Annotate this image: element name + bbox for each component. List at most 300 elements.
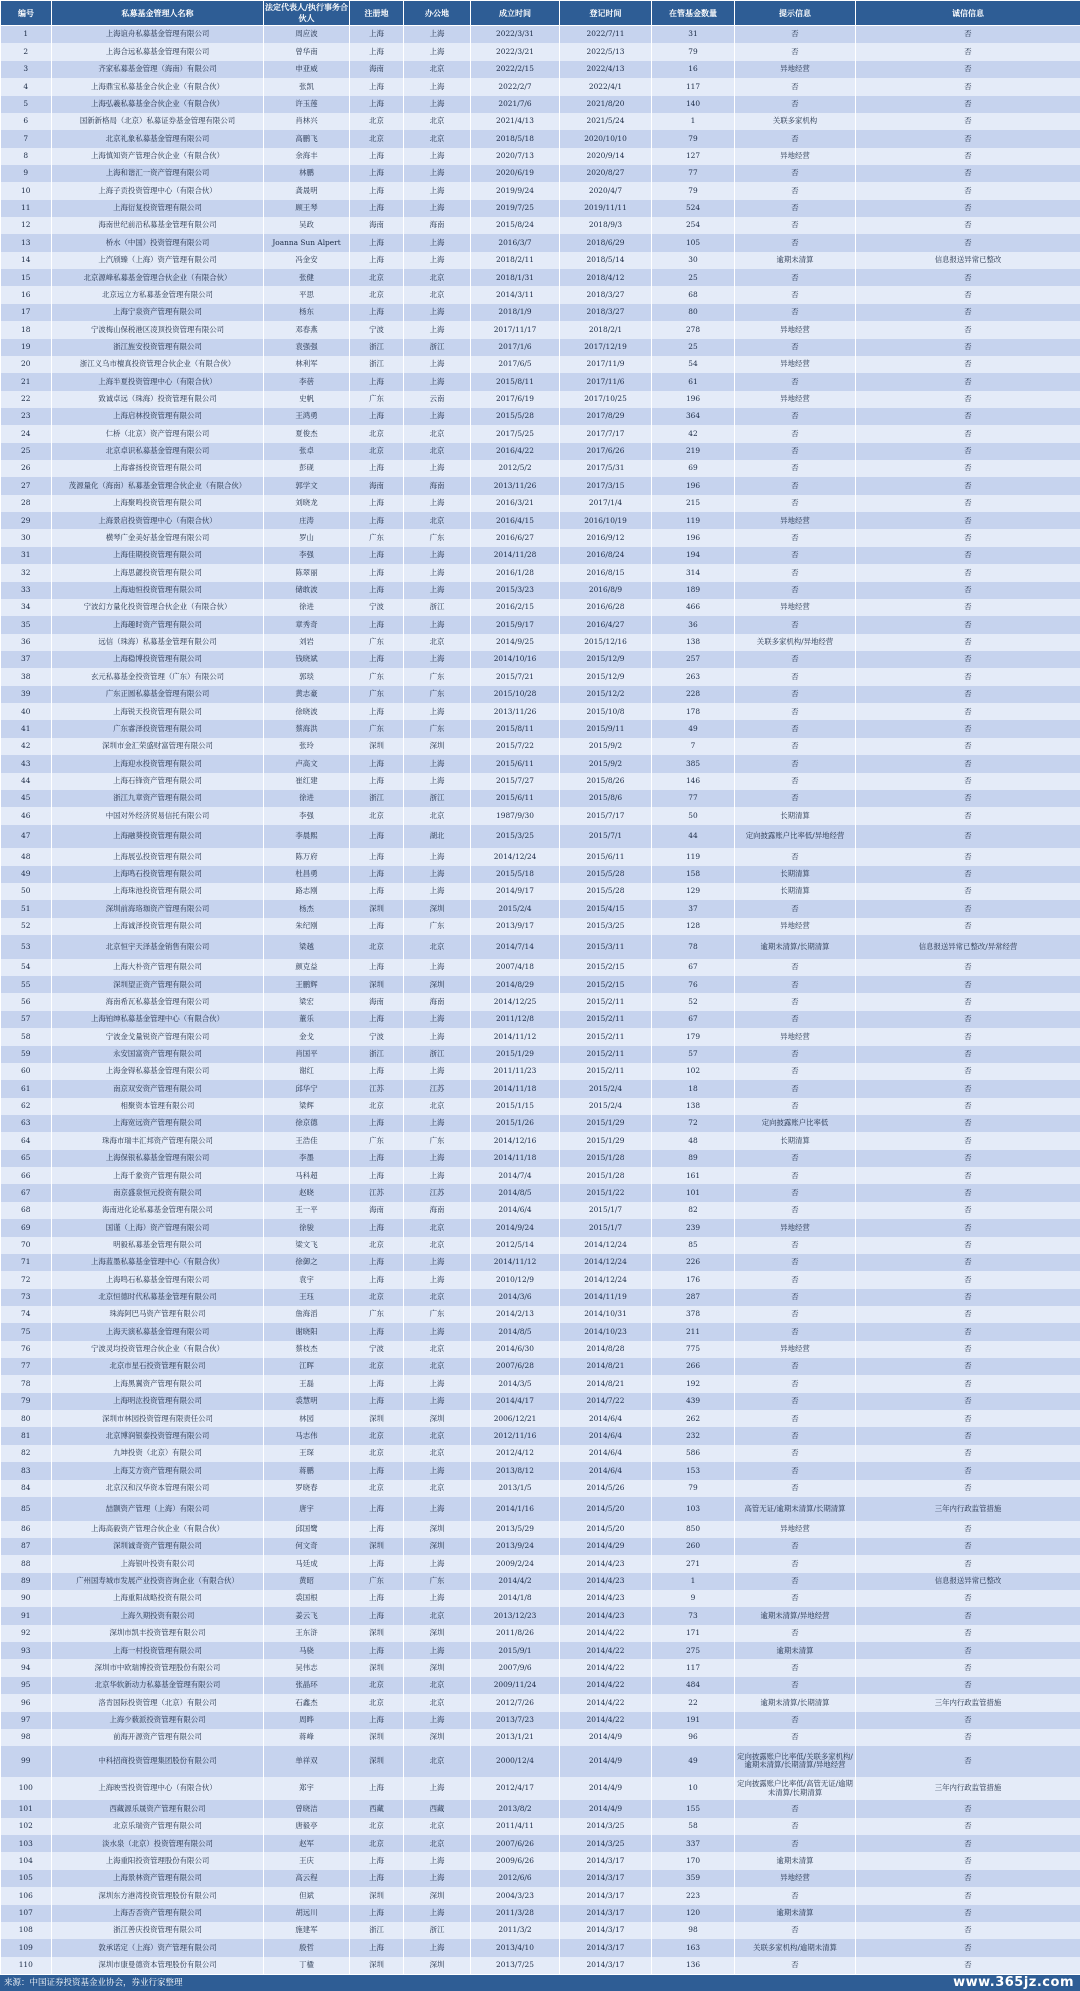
cell-registration-date: 2014/6/4 [560, 1410, 652, 1427]
cell-fund-count: 96 [652, 1729, 735, 1746]
cell-founded-date: 2015/6/11 [471, 790, 560, 807]
cell-integrity-info: 否 [856, 26, 1080, 44]
cell-number: 65 [1, 1150, 52, 1167]
cell-manager-name: 上海衍复投资管理有限公司 [52, 200, 264, 217]
cell-registered-place: 深圳 [350, 1957, 404, 1974]
cell-office-place: 上海 [404, 1642, 471, 1659]
cell-manager-name: 上海千象资产管理有限公司 [52, 1167, 264, 1184]
cell-notice-info: 否 [735, 755, 856, 772]
cell-founded-date: 2011/8/26 [471, 1625, 560, 1642]
cell-legal-rep: 章秀奇 [264, 616, 350, 633]
table-row [1, 61, 1080, 78]
cell-founded-date: 2012/11/16 [471, 1427, 560, 1444]
cell-legal-rep: 林利军 [264, 356, 350, 373]
cell-integrity-info: 否 [856, 825, 1080, 849]
cell-founded-date: 2018/1/9 [471, 304, 560, 321]
cell-office-place: 浙江 [404, 339, 471, 356]
table-row [1, 113, 1080, 130]
cell-founded-date: 2021/4/13 [471, 113, 560, 130]
cell-founded-date: 2017/5/25 [471, 425, 560, 442]
table-row [1, 512, 1080, 529]
table-row [1, 825, 1080, 849]
cell-registration-date: 2014/4/9 [560, 1800, 652, 1817]
cell-office-place: 北京 [404, 113, 471, 130]
cell-registration-date: 2015/2/15 [560, 976, 652, 993]
cell-legal-rep: 高云程 [264, 1870, 350, 1887]
cell-manager-name: 北京礼象私募基金管理有限公司 [52, 130, 264, 147]
cell-office-place: 上海 [404, 26, 471, 44]
cell-registration-date: 2017/5/31 [560, 460, 652, 477]
cell-number: 43 [1, 755, 52, 772]
cell-registered-place: 广东 [350, 686, 404, 703]
cell-founded-date: 2014/6/4 [471, 1202, 560, 1219]
cell-office-place: 上海 [404, 883, 471, 900]
cell-founded-date: 2013/1/21 [471, 1729, 560, 1746]
cell-fund-count: 57 [652, 1046, 735, 1063]
cell-office-place: 北京 [404, 935, 471, 959]
cell-integrity-info: 否 [856, 686, 1080, 703]
cell-legal-rep: 谢晓阳 [264, 1323, 350, 1340]
cell-founded-date: 2017/1/6 [471, 339, 560, 356]
table-row [1, 1818, 1080, 1835]
cell-founded-date: 2013/11/26 [471, 703, 560, 720]
cell-integrity-info: 否 [856, 848, 1080, 865]
cell-fund-count: 215 [652, 495, 735, 512]
cell-office-place: 北京 [404, 61, 471, 78]
cell-notice-info: 否 [735, 1887, 856, 1904]
cell-integrity-info: 否 [856, 1271, 1080, 1288]
cell-legal-rep: 吴伟志 [264, 1659, 350, 1676]
cell-manager-name: 北京源峰私募基金管理合伙企业（有限合伙） [52, 269, 264, 286]
cell-manager-name: 上海银叶投资有限公司 [52, 1555, 264, 1572]
table-row [1, 1538, 1080, 1555]
cell-integrity-info: 否 [856, 1098, 1080, 1115]
cell-manager-name: 上海映雪投资管理中心（有限合伙） [52, 1777, 264, 1801]
cell-integrity-info: 否 [856, 703, 1080, 720]
cell-integrity-info: 否 [856, 790, 1080, 807]
cell-founded-date: 2015/3/23 [471, 582, 560, 599]
cell-manager-name: 浙江九章资产管理有限公司 [52, 790, 264, 807]
cell-manager-name: 前海开源资产管理有限公司 [52, 1729, 264, 1746]
cell-notice-info: 长期清算 [735, 807, 856, 824]
table-row [1, 1922, 1080, 1939]
cell-founded-date: 2004/3/23 [471, 1887, 560, 1904]
cell-manager-name: 明毅私募基金管理有限公司 [52, 1237, 264, 1254]
table-row [1, 1712, 1080, 1729]
cell-office-place: 北京 [404, 634, 471, 651]
cell-office-place: 深圳 [404, 1521, 471, 1538]
cell-manager-name: 北京恒德时代私募基金管理有限公司 [52, 1289, 264, 1306]
cell-registered-place: 浙江 [350, 356, 404, 373]
cell-office-place: 湖北 [404, 825, 471, 849]
cell-office-place: 广东 [404, 529, 471, 546]
cell-integrity-info: 否 [856, 1358, 1080, 1375]
cell-fund-count: 153 [652, 1462, 735, 1479]
cell-legal-rep: 朱纪刚 [264, 918, 350, 935]
cell-founded-date: 2014/7/4 [471, 1167, 560, 1184]
table-row [1, 1835, 1080, 1852]
cell-integrity-info: 否 [856, 1922, 1080, 1939]
cell-fund-count: 484 [652, 1677, 735, 1694]
cell-number: 92 [1, 1625, 52, 1642]
cell-number: 107 [1, 1905, 52, 1922]
cell-number: 40 [1, 703, 52, 720]
cell-manager-name: 上海慎知资产管理合伙企业（有限合伙） [52, 148, 264, 165]
cell-founded-date: 2015/7/22 [471, 738, 560, 755]
cell-office-place: 上海 [404, 1063, 471, 1080]
cell-fund-count: 76 [652, 976, 735, 993]
cell-notice-info: 否 [735, 130, 856, 147]
cell-integrity-info: 否 [856, 959, 1080, 976]
cell-integrity-info: 否 [856, 1011, 1080, 1028]
cell-office-place: 上海 [404, 564, 471, 581]
cell-fund-count: 287 [652, 1289, 735, 1306]
cell-notice-info: 否 [735, 686, 856, 703]
cell-manager-name: 上海鼎宝私募基金合伙企业（有限合伙） [52, 78, 264, 95]
cell-registered-place: 上海 [350, 1870, 404, 1887]
cell-number: 9 [1, 165, 52, 182]
cell-integrity-info: 否 [856, 1818, 1080, 1835]
table-row [1, 1011, 1080, 1028]
cell-integrity-info: 否 [856, 1323, 1080, 1340]
cell-integrity-info: 否 [856, 1254, 1080, 1271]
cell-integrity-info: 否 [856, 286, 1080, 303]
cell-registration-date: 2016/10/19 [560, 512, 652, 529]
cell-notice-info: 否 [735, 1538, 856, 1555]
table-row [1, 668, 1080, 685]
cell-number: 30 [1, 529, 52, 546]
cell-registration-date: 2015/5/28 [560, 883, 652, 900]
cell-integrity-info: 否 [856, 1677, 1080, 1694]
cell-legal-rep: 李蓓 [264, 373, 350, 390]
cell-number: 53 [1, 935, 52, 959]
cell-notice-info: 否 [735, 529, 856, 546]
cell-manager-name: 上汽颀臻（上海）资产管理有限公司 [52, 252, 264, 269]
cell-number: 13 [1, 234, 52, 251]
cell-number: 90 [1, 1590, 52, 1607]
cell-number: 49 [1, 866, 52, 883]
cell-integrity-info: 否 [856, 993, 1080, 1010]
source-note: 来源：中国证券投资基金业协会，券业行家整理 [4, 1978, 183, 1988]
cell-founded-date: 2012/6/6 [471, 1870, 560, 1887]
cell-number: 109 [1, 1939, 52, 1956]
cell-founded-date: 2007/4/18 [471, 959, 560, 976]
cell-founded-date: 2022/3/31 [471, 26, 560, 44]
cell-office-place: 北京 [404, 1445, 471, 1462]
cell-notice-info: 否 [735, 773, 856, 790]
cell-fund-count: 77 [652, 790, 735, 807]
cell-fund-count: 179 [652, 1028, 735, 1045]
cell-fund-count: 82 [652, 1202, 735, 1219]
cell-integrity-info: 否 [856, 182, 1080, 199]
cell-fund-count: 9 [652, 1590, 735, 1607]
cell-office-place: 上海 [404, 1167, 471, 1184]
cell-legal-rep: 李晨熙 [264, 825, 350, 849]
cell-fund-count: 18 [652, 1080, 735, 1097]
cell-office-place: 上海 [404, 1323, 471, 1340]
cell-integrity-info: 否 [856, 668, 1080, 685]
cell-number: 77 [1, 1358, 52, 1375]
table-row [1, 1150, 1080, 1167]
cell-founded-date: 2018/5/18 [471, 130, 560, 147]
cell-fund-count: 31 [652, 26, 735, 44]
cell-notice-info: 否 [735, 78, 856, 95]
table-row [1, 1184, 1080, 1201]
cell-integrity-info: 否 [856, 1080, 1080, 1097]
cell-notice-info: 异地经营 [735, 1028, 856, 1045]
cell-notice-info: 否 [735, 1080, 856, 1097]
cell-notice-info: 否 [735, 26, 856, 44]
cell-founded-date: 2015/9/17 [471, 616, 560, 633]
cell-registration-date: 2020/10/10 [560, 130, 652, 147]
cell-fund-count: 138 [652, 1098, 735, 1115]
cell-legal-rep: 罗山 [264, 529, 350, 546]
cell-registered-place: 北京 [350, 425, 404, 442]
cell-founded-date: 2013/9/17 [471, 918, 560, 935]
cell-registered-place: 宁波 [350, 599, 404, 616]
cell-fund-count: 191 [652, 1712, 735, 1729]
table-row [1, 477, 1080, 494]
cell-number: 76 [1, 1341, 52, 1358]
cell-integrity-info: 否 [856, 529, 1080, 546]
cell-notice-info: 否 [735, 443, 856, 460]
cell-office-place: 上海 [404, 1011, 471, 1028]
cell-notice-info: 否 [735, 651, 856, 668]
cell-number: 47 [1, 825, 52, 849]
cell-registration-date: 2022/4/1 [560, 78, 652, 95]
cell-founded-date: 2014/9/17 [471, 883, 560, 900]
cell-founded-date: 2015/8/11 [471, 373, 560, 390]
cell-number: 72 [1, 1271, 52, 1288]
cell-manager-name: 上海谊舟私募基金管理有限公司 [52, 26, 264, 44]
cell-founded-date: 2021/7/6 [471, 96, 560, 113]
cell-registered-place: 北京 [350, 113, 404, 130]
cell-founded-date: 2015/7/21 [471, 668, 560, 685]
table-row [1, 408, 1080, 425]
cell-number: 26 [1, 460, 52, 477]
cell-founded-date: 2014/9/24 [471, 1219, 560, 1236]
cell-registered-place: 北京 [350, 1289, 404, 1306]
cell-integrity-info: 否 [856, 1607, 1080, 1624]
cell-number: 97 [1, 1712, 52, 1729]
cell-fund-count: 73 [652, 1607, 735, 1624]
table-row [1, 1905, 1080, 1922]
cell-integrity-info: 否 [856, 1729, 1080, 1746]
cell-legal-rep: 谢红 [264, 1063, 350, 1080]
cell-number: 42 [1, 738, 52, 755]
cell-notice-info: 关联多家机构/异地经营 [735, 634, 856, 651]
cell-integrity-info: 否 [856, 738, 1080, 755]
cell-integrity-info: 否 [856, 1905, 1080, 1922]
cell-manager-name: 珠海阿巴马资产管理有限公司 [52, 1306, 264, 1323]
cell-manager-name: 相聚资本管理有限公司 [52, 1098, 264, 1115]
cell-legal-rep: 但斌 [264, 1887, 350, 1904]
cell-office-place: 上海 [404, 148, 471, 165]
cell-registered-place: 上海 [350, 512, 404, 529]
cell-manager-name: 深圳市康曼德资本管理股份有限公司 [52, 1957, 264, 1974]
cell-office-place: 北京 [404, 286, 471, 303]
cell-registered-place: 上海 [350, 616, 404, 633]
cell-fund-count: 211 [652, 1323, 735, 1340]
cell-registration-date: 2014/5/20 [560, 1521, 652, 1538]
cell-fund-count: 1 [652, 113, 735, 130]
cell-legal-rep: 陈万府 [264, 848, 350, 865]
table-row [1, 1852, 1080, 1869]
cell-registration-date: 2016/8/24 [560, 547, 652, 564]
cell-manager-name: 横琴广金美好基金管理有限公司 [52, 529, 264, 546]
cell-founded-date: 2011/4/11 [471, 1818, 560, 1835]
cell-manager-name: 上海重阳战略投资有限公司 [52, 1590, 264, 1607]
cell-number: 83 [1, 1462, 52, 1479]
cell-fund-count: 128 [652, 918, 735, 935]
cell-notice-info: 否 [735, 1358, 856, 1375]
cell-registered-place: 广东 [350, 1132, 404, 1149]
cell-office-place: 北京 [404, 269, 471, 286]
cell-legal-rep: 周晔 [264, 1712, 350, 1729]
cell-manager-name: 深圳诚奇资产管理有限公司 [52, 1538, 264, 1555]
cell-registered-place: 上海 [350, 1011, 404, 1028]
cell-integrity-info: 否 [856, 43, 1080, 60]
cell-registered-place: 上海 [350, 1642, 404, 1659]
table-row [1, 1462, 1080, 1479]
cell-legal-rep: 殷哲 [264, 1939, 350, 1956]
cell-legal-rep: 郭琰 [264, 668, 350, 685]
cell-fund-count: 192 [652, 1375, 735, 1392]
cell-fund-count: 263 [652, 668, 735, 685]
cell-office-place: 北京 [404, 1607, 471, 1624]
cell-legal-rep: 马志伟 [264, 1427, 350, 1444]
cell-notice-info: 逾期未清算/长期清算 [735, 935, 856, 959]
cell-founded-date: 2014/1/8 [471, 1590, 560, 1607]
cell-office-place: 广东 [404, 686, 471, 703]
cell-number: 31 [1, 547, 52, 564]
cell-registered-place: 上海 [350, 408, 404, 425]
cell-fund-count: 275 [652, 1642, 735, 1659]
cell-founded-date: 2014/11/28 [471, 547, 560, 564]
table-row [1, 599, 1080, 616]
cell-number: 62 [1, 1098, 52, 1115]
cell-number: 71 [1, 1254, 52, 1271]
cell-registered-place: 上海 [350, 755, 404, 772]
cell-fund-count: 79 [652, 1480, 735, 1497]
cell-number: 64 [1, 1132, 52, 1149]
cell-fund-count: 524 [652, 200, 735, 217]
cell-office-place: 深圳 [404, 900, 471, 917]
cell-integrity-info: 否 [856, 1521, 1080, 1538]
cell-registered-place: 浙江 [350, 339, 404, 356]
cell-notice-info: 否 [735, 1462, 856, 1479]
cell-founded-date: 2015/2/4 [471, 900, 560, 917]
cell-legal-rep: 周应波 [264, 26, 350, 44]
cell-registration-date: 2022/7/11 [560, 26, 652, 44]
cell-founded-date: 2015/3/25 [471, 825, 560, 849]
table-row [1, 1659, 1080, 1676]
table-row [1, 1219, 1080, 1236]
cell-number: 67 [1, 1184, 52, 1201]
cell-manager-name: 广东正圆私募基金管理有限公司 [52, 686, 264, 703]
cell-number: 98 [1, 1729, 52, 1746]
table-row [1, 582, 1080, 599]
cell-notice-info: 否 [735, 959, 856, 976]
cell-number: 57 [1, 1011, 52, 1028]
cell-registered-place: 海南 [350, 1202, 404, 1219]
cell-notice-info: 长期清算 [735, 1132, 856, 1149]
table-row [1, 1521, 1080, 1538]
cell-legal-rep: 王鸿勇 [264, 408, 350, 425]
cell-notice-info: 否 [735, 234, 856, 251]
cell-office-place: 北京 [404, 1694, 471, 1711]
cell-registration-date: 2014/5/26 [560, 1480, 652, 1497]
cell-fund-count: 171 [652, 1625, 735, 1642]
cell-legal-rep: 杜昌勇 [264, 866, 350, 883]
cell-notice-info: 否 [735, 1046, 856, 1063]
cell-legal-rep: 王浩佳 [264, 1132, 350, 1149]
cell-number: 88 [1, 1555, 52, 1572]
cell-registration-date: 2014/3/17 [560, 1887, 652, 1904]
cell-manager-name: 上海趣时资产管理有限公司 [52, 616, 264, 633]
cell-registration-date: 2015/1/7 [560, 1202, 652, 1219]
table-row [1, 373, 1080, 390]
cell-notice-info: 否 [735, 564, 856, 581]
table-row [1, 529, 1080, 546]
cell-legal-rep: 赵晓 [264, 1184, 350, 1201]
cell-office-place: 上海 [404, 200, 471, 217]
cell-fund-count: 385 [652, 755, 735, 772]
cell-fund-count: 79 [652, 43, 735, 60]
cell-integrity-info: 否 [856, 1590, 1080, 1607]
cell-legal-rep: 石鑫杰 [264, 1694, 350, 1711]
col-header-manager-name: 私募基金管理人名称 [52, 1, 264, 26]
cell-founded-date: 2014/3/6 [471, 1289, 560, 1306]
cell-fund-count: 337 [652, 1835, 735, 1852]
cell-notice-info: 否 [735, 1677, 856, 1694]
cell-registration-date: 2015/12/2 [560, 686, 652, 703]
cell-fund-count: 127 [652, 148, 735, 165]
cell-notice-info: 否 [735, 616, 856, 633]
cell-notice-info: 否 [735, 425, 856, 442]
cell-founded-date: 1987/9/30 [471, 807, 560, 824]
cell-legal-rep: 钱晓斌 [264, 651, 350, 668]
cell-fund-count: 158 [652, 866, 735, 883]
cell-fund-count: 170 [652, 1852, 735, 1869]
cell-fund-count: 271 [652, 1555, 735, 1572]
cell-registration-date: 2014/4/9 [560, 1777, 652, 1801]
cell-registered-place: 上海 [350, 1115, 404, 1132]
cell-fund-count: 266 [652, 1358, 735, 1375]
cell-registered-place: 北京 [350, 286, 404, 303]
cell-founded-date: 2016/6/27 [471, 529, 560, 546]
cell-registration-date: 2018/6/29 [560, 234, 652, 251]
table-body [1, 26, 1080, 1975]
cell-founded-date: 2014/9/25 [471, 634, 560, 651]
cell-number: 36 [1, 634, 52, 651]
cell-number: 14 [1, 252, 52, 269]
table-row [1, 1480, 1080, 1497]
cell-founded-date: 2020/7/13 [471, 148, 560, 165]
cell-manager-name: 广东睿泽投资管理有限公司 [52, 720, 264, 737]
table-row [1, 993, 1080, 1010]
cell-legal-rep: 唐宇 [264, 1497, 350, 1521]
cell-notice-info: 否 [735, 900, 856, 917]
cell-founded-date: 2014/8/5 [471, 1184, 560, 1201]
cell-manager-name: 上海诚泽投资管理有限公司 [52, 918, 264, 935]
cell-integrity-info: 否 [856, 78, 1080, 95]
cell-registered-place: 广东 [350, 720, 404, 737]
cell-fund-count: 138 [652, 634, 735, 651]
cell-notice-info: 异地经营 [735, 599, 856, 616]
cell-notice-info: 否 [735, 848, 856, 865]
cell-number: 10 [1, 182, 52, 199]
